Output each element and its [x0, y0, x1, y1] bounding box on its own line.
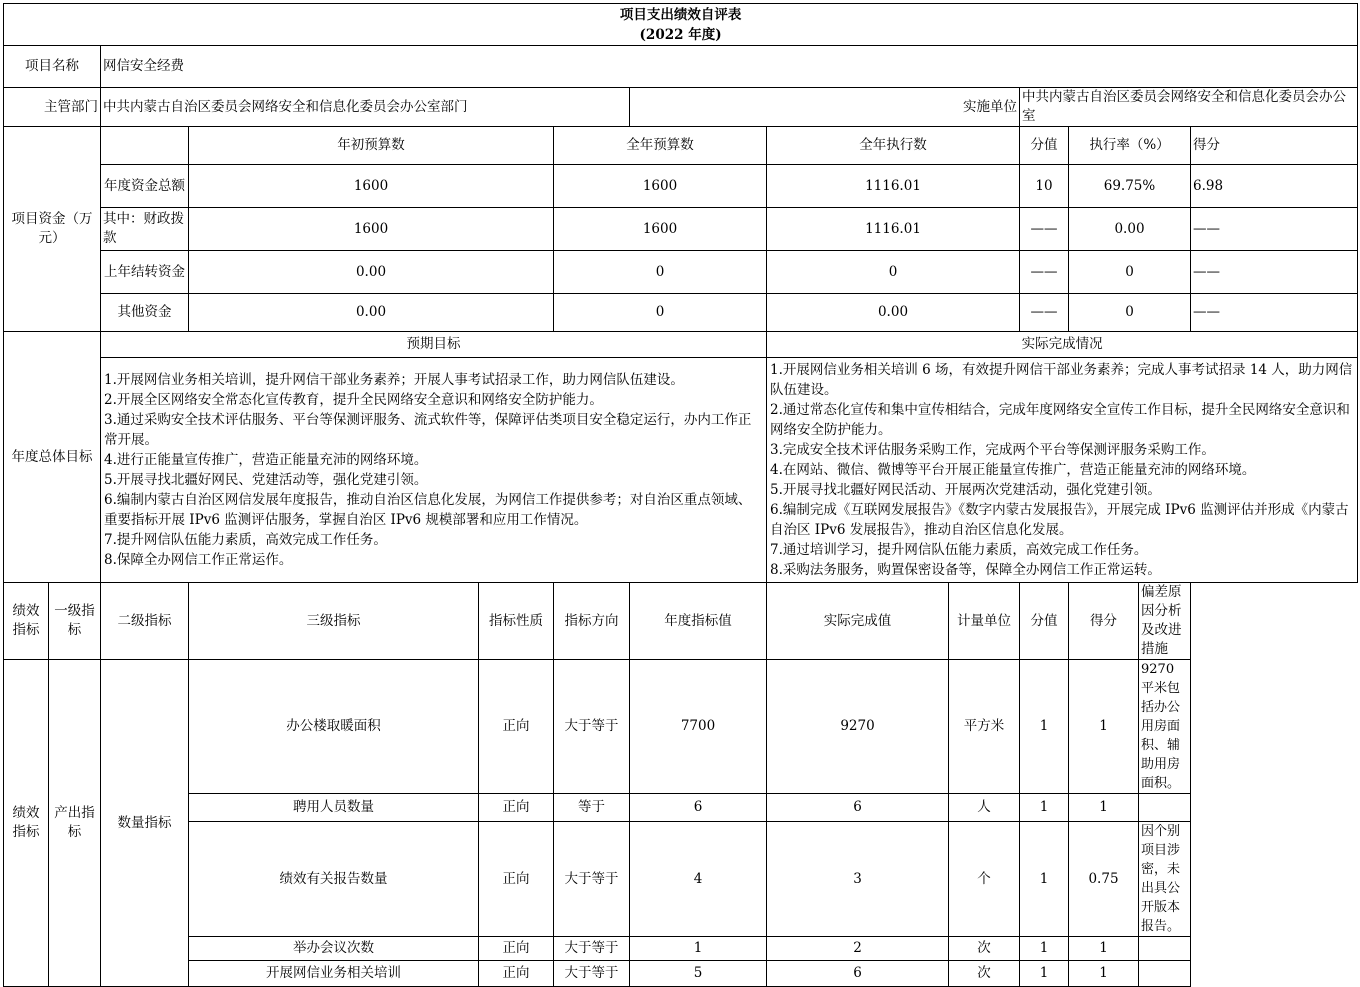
funds-header-exec: 全年执行数	[767, 127, 1020, 165]
ind-score: 1	[1069, 794, 1139, 822]
ind-nature: 正向	[479, 794, 554, 822]
ind-group-label: 绩效指标	[4, 660, 49, 987]
ind-target: 7700	[630, 660, 767, 794]
table-row	[4, 937, 1358, 961]
ind-name: 举办会议次数	[189, 937, 479, 961]
funds-row-name: 其中：财政拨款	[101, 208, 189, 251]
funds-row	[4, 294, 1358, 332]
department-row	[4, 88, 1358, 127]
ind-name: 聘用人员数量	[189, 794, 479, 822]
list-item: 5.开展寻找北疆好网民、党建活动等，强化党建引领。	[104, 472, 428, 488]
ind-header-note: 偏差原因分析及改进措施	[1139, 583, 1191, 660]
funds-row-exec: 1116.01	[767, 165, 1020, 208]
ind-actual: 3	[767, 822, 949, 937]
funds-row-score: ——	[1191, 251, 1358, 294]
funds-row-rate: 69.75%	[1069, 165, 1191, 208]
funds-row-init: 1600	[189, 208, 554, 251]
funds-row-weight: 10	[1020, 165, 1069, 208]
funds-row-init: 1600	[189, 165, 554, 208]
funds-row-full: 1600	[554, 165, 767, 208]
goals-label: 年度总体目标	[4, 332, 101, 583]
ind-unit: 次	[949, 961, 1020, 987]
ind-actual: 6	[767, 961, 949, 987]
ind-weight: 1	[1020, 660, 1069, 794]
funds-row-score: ——	[1191, 208, 1358, 251]
funds-row-weight: ——	[1020, 294, 1069, 332]
ind-unit: 个	[949, 822, 1020, 937]
ind-note	[1139, 961, 1191, 987]
list-item: 1.开展网信业务相关培训 6 场，有效提升网信干部业务素养；完成人事考试招录 14 人，助力网信队伍建设。	[770, 362, 1353, 398]
performance-evaluation-table	[3, 3, 1358, 987]
project-name-label: 项目名称	[4, 46, 101, 88]
ind-direction: 大于等于	[554, 660, 630, 794]
table-row	[4, 822, 1358, 937]
ind-score: 1	[1069, 660, 1139, 794]
table-subtitle: (2022 年度)	[639, 26, 722, 43]
project-name-value: 网信安全经费	[101, 46, 1358, 88]
ind-nature: 正向	[479, 660, 554, 794]
funds-row-weight: ——	[1020, 251, 1069, 294]
ind-header-target: 年度指标值	[630, 583, 767, 660]
funds-header-blank	[101, 127, 189, 165]
ind-nature: 正向	[479, 961, 554, 987]
ind-note: 因个别项目涉密，未出具公开版本报告。	[1139, 822, 1191, 937]
ind-header-nature: 指标性质	[479, 583, 554, 660]
ind-actual: 6	[767, 794, 949, 822]
ind-name: 开展网信业务相关培训	[189, 961, 479, 987]
table-title: 项目支出绩效自评表	[619, 6, 742, 23]
ind-nature: 正向	[479, 937, 554, 961]
funds-header-init: 年初预算数	[189, 127, 554, 165]
title-row	[4, 4, 1358, 46]
funds-row	[4, 165, 1358, 208]
goals-expected-header: 预期目标	[101, 332, 767, 358]
impl-value: 中共内蒙古自治区委员会网络安全和信息化委员会办公室	[1020, 88, 1358, 127]
ind-note	[1139, 937, 1191, 961]
funds-row-full: 0	[554, 251, 767, 294]
list-item: 3.完成安全技术评估服务采购工作，完成两个平台等保测评服务采购工作。	[770, 442, 1215, 458]
ind-weight: 1	[1020, 937, 1069, 961]
ind-direction: 大于等于	[554, 822, 630, 937]
funds-row-rate: 0	[1069, 251, 1191, 294]
ind-unit: 平方米	[949, 660, 1020, 794]
ind-weight: 1	[1020, 961, 1069, 987]
funds-row-weight: ——	[1020, 208, 1069, 251]
list-item: 4.在网站、微信、微博等平台开展正能量宣传推广，营造正能量充沛的网络环境。	[770, 462, 1256, 478]
funds-row-exec: 0	[767, 251, 1020, 294]
ind-unit: 次	[949, 937, 1020, 961]
funds-row-init: 0.00	[189, 294, 554, 332]
ind-score: 1	[1069, 937, 1139, 961]
ind-direction: 大于等于	[554, 961, 630, 987]
table-title-cell	[4, 4, 1358, 46]
ind-name: 办公楼取暖面积	[189, 660, 479, 794]
funds-header-weight: 分值	[1020, 127, 1069, 165]
table-row	[4, 794, 1358, 822]
ind-note	[1139, 794, 1191, 822]
dept-value: 中共内蒙古自治区委员会网络安全和信息化委员会办公室部门	[101, 88, 630, 127]
list-item: 7.通过培训学习，提升网信队伍能力素质，高效完成工作任务。	[770, 542, 1148, 558]
list-item: 8.采购法务服务，购置保密设备等，保障全办网信工作正常运转。	[770, 562, 1161, 578]
ind-name: 绩效有关报告数量	[189, 822, 479, 937]
ind-header-score: 得分	[1069, 583, 1139, 660]
table-row	[4, 660, 1358, 794]
list-item: 6.编制完成《互联网发展报告》《数字内蒙古发展报告》，开展完成 IPv6 监测评估并形成《内蒙古自治区 IPv6 发展报告》，推动自治区信息化发展。	[770, 502, 1349, 538]
ind-unit: 人	[949, 794, 1020, 822]
funds-header-full: 全年预算数	[554, 127, 767, 165]
ind-header-actual: 实际完成值	[767, 583, 949, 660]
funds-header-rate: 执行率（%）	[1069, 127, 1191, 165]
table-row	[4, 961, 1358, 987]
ind-direction: 大于等于	[554, 937, 630, 961]
ind-header-level2: 二级指标	[101, 583, 189, 660]
funds-row-exec: 0.00	[767, 294, 1020, 332]
ind-nature: 正向	[479, 822, 554, 937]
funds-row-init: 0.00	[189, 251, 554, 294]
goals-actual-list	[767, 358, 1358, 583]
ind-header-unit: 计量单位	[949, 583, 1020, 660]
funds-header-row	[4, 127, 1358, 165]
ind-target: 1	[630, 937, 767, 961]
list-item: 4.进行正能量宣传推广，营造正能量充沛的网络环境。	[104, 452, 428, 468]
funds-row-rate: 0.00	[1069, 208, 1191, 251]
ind-score: 1	[1069, 961, 1139, 987]
ind-level2-label: 数量指标	[101, 660, 189, 987]
performance-table-wrap	[3, 3, 1358, 987]
funds-row-full: 1600	[554, 208, 767, 251]
goals-actual-header: 实际完成情况	[767, 332, 1358, 358]
funds-row-name: 其他资金	[101, 294, 189, 332]
funds-row-full: 0	[554, 294, 767, 332]
ind-target: 4	[630, 822, 767, 937]
ind-direction: 等于	[554, 794, 630, 822]
ind-header-direction: 指标方向	[554, 583, 630, 660]
funds-row-rate: 0	[1069, 294, 1191, 332]
dept-label: 主管部门	[4, 88, 101, 127]
ind-header-weight: 分值	[1020, 583, 1069, 660]
funds-row	[4, 251, 1358, 294]
goals-content-row	[4, 358, 1358, 583]
indicator-header-row	[4, 583, 1358, 660]
funds-row	[4, 208, 1358, 251]
funds-row-exec: 1116.01	[767, 208, 1020, 251]
funds-row-score: 6.98	[1191, 165, 1358, 208]
funds-header-score: 得分	[1191, 127, 1358, 165]
project-name-row	[4, 46, 1358, 88]
funds-row-name: 上年结转资金	[101, 251, 189, 294]
ind-weight: 1	[1020, 822, 1069, 937]
list-item: 3.通过采购安全技术评估服务、平台等保测评服务、流式软件等，保障评估类项目安全稳定运行，办内工作正常开展。	[104, 412, 752, 448]
impl-label: 实施单位	[630, 88, 1020, 127]
list-item: 5.开展寻找北疆好网民活动、开展两次党建活动，强化党建引领。	[770, 482, 1161, 498]
funds-label: 项目资金（万元）	[4, 127, 101, 332]
ind-header-level3: 三级指标	[189, 583, 479, 660]
ind-actual: 2	[767, 937, 949, 961]
ind-actual: 9270	[767, 660, 949, 794]
list-item: 2.开展全区网络安全常态化宣传教育，提升全民网络安全意识和网络安全防护能力。	[104, 392, 603, 408]
ind-weight: 1	[1020, 794, 1069, 822]
ind-header-level1: 一级指标	[49, 583, 101, 660]
ind-level1-label: 产出指标	[49, 660, 101, 987]
ind-target: 6	[630, 794, 767, 822]
ind-target: 5	[630, 961, 767, 987]
ind-score: 0.75	[1069, 822, 1139, 937]
funds-row-score: ——	[1191, 294, 1358, 332]
goals-header-row	[4, 332, 1358, 358]
list-item: 7.提升网信队伍能力素质，高效完成工作任务。	[104, 532, 387, 548]
list-item: 1.开展网信业务相关培训，提升网信干部业务素养；开展人事考试招录工作，助力网信队伍建设。	[104, 372, 684, 388]
funds-row-name: 年度资金总额	[101, 165, 189, 208]
list-item: 8.保障全办网信工作正常运作。	[104, 552, 293, 568]
list-item: 2.通过常态化宣传和集中宣传相结合，完成年度网络安全宣传工作目标，提升全民网络安全意识和网络安全防护能力。	[770, 402, 1350, 438]
goals-expected-list	[101, 358, 767, 583]
list-item: 6.编制内蒙古自治区网信发展年度报告，推动自治区信息化发展，为网信工作提供参考；对自治区重点领域、重要指标开展 IPv6 监测评估服务，掌握自治区 IPv6 规模部署和应用工作情况。	[104, 492, 752, 528]
ind-header-group: 绩效指标	[4, 583, 49, 660]
ind-note: 9270 平米包括办公用房面积、辅助用房面积。	[1139, 660, 1191, 794]
